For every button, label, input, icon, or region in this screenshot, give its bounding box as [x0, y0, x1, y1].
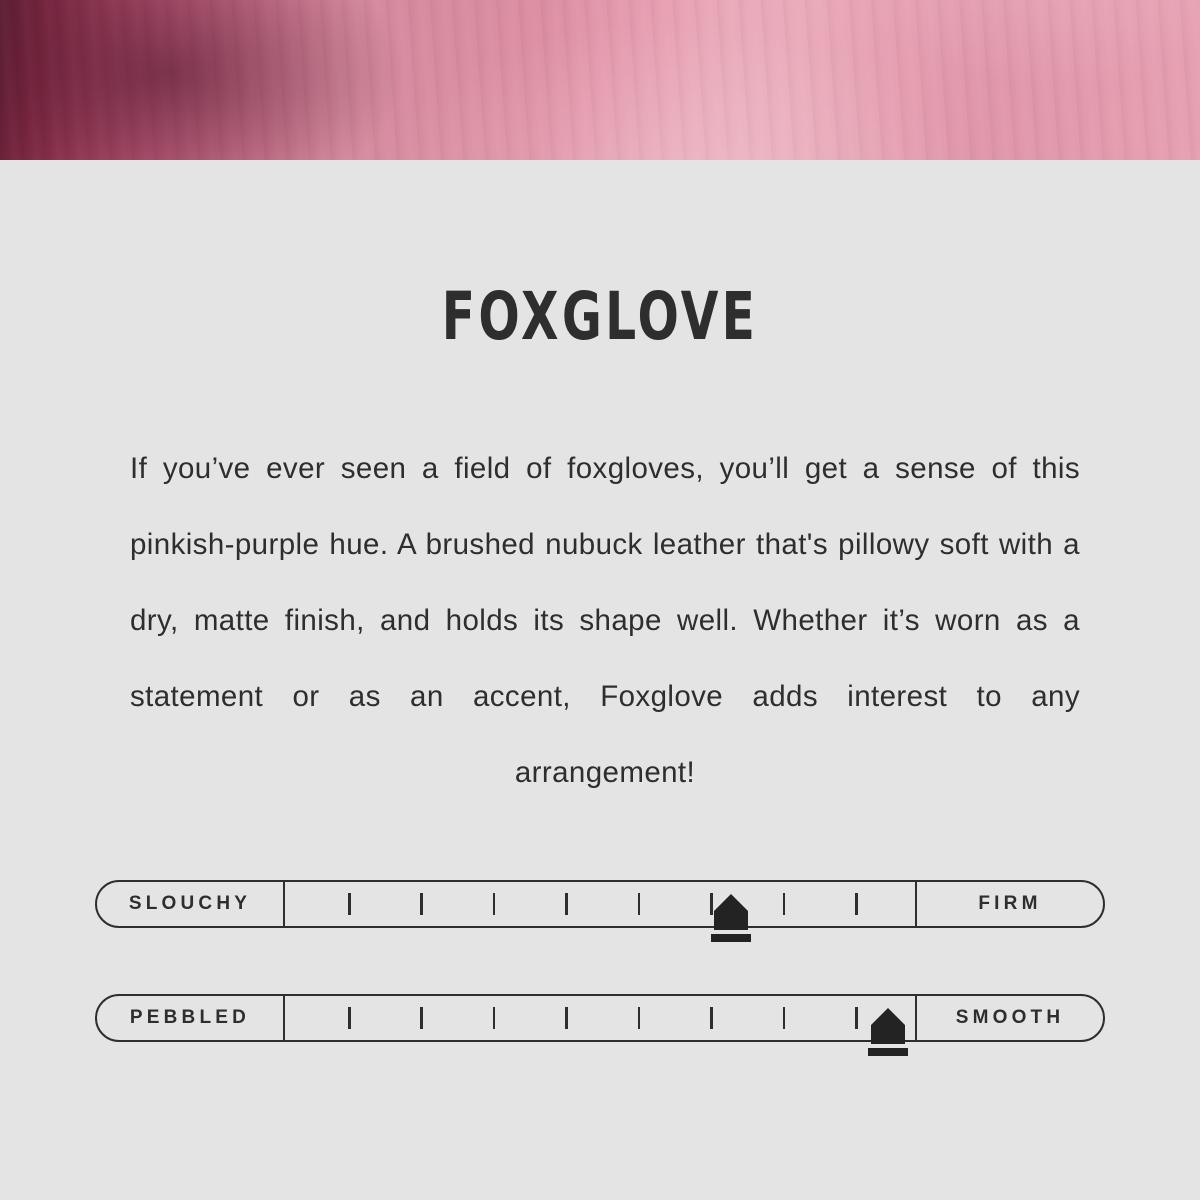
tick-mark — [493, 1007, 496, 1029]
structure-slider-right-label: FIRM — [915, 882, 1103, 926]
tick-mark — [348, 1007, 351, 1029]
tick-mark — [493, 893, 496, 915]
texture-slider-track[interactable] — [95, 994, 1105, 1042]
tick-mark — [420, 893, 423, 915]
structure-slider-left-label: SLOUCHY — [97, 882, 285, 926]
card-content — [0, 278, 1200, 811]
structure-slider-track[interactable] — [95, 880, 1105, 928]
tick-mark — [420, 1007, 423, 1029]
handle-base — [868, 1048, 908, 1056]
description-text: If you’ve ever seen a field of foxgloves, you’ll get a sense of this pinkish-purple hue. A brushed nubuck leather that's pillowy soft with a dry, matte finish, and holds its shape well. Whether it’s worn as a statement or as an accent, Foxglove adds interest to any arrangement! — [130, 452, 1080, 789]
tick-mark — [710, 1007, 713, 1029]
tick-mark — [638, 893, 641, 915]
structure-slider[interactable] — [95, 880, 1105, 938]
texture-slider-left-label: PEBBLED — [97, 996, 285, 1040]
tick-mark — [710, 893, 713, 915]
tick-mark — [855, 1007, 858, 1029]
tick-mark — [638, 1007, 641, 1029]
tick-mark — [565, 1007, 568, 1029]
texture-slider-ticks — [285, 996, 915, 1040]
page-title: FOXGLOVE — [441, 278, 759, 355]
tick-mark — [783, 1007, 786, 1029]
attribute-sliders — [0, 880, 1200, 1108]
swatch-shadow-overlay — [0, 0, 1200, 160]
tick-mark — [348, 893, 351, 915]
handle-base — [711, 934, 751, 942]
structure-slider-ticks — [285, 882, 915, 926]
tick-mark — [855, 893, 858, 915]
texture-slider-right-label: SMOOTH — [915, 996, 1103, 1040]
leather-swatch-band — [0, 0, 1200, 160]
tick-mark — [565, 893, 568, 915]
texture-slider[interactable] — [95, 994, 1105, 1052]
tick-mark — [783, 893, 786, 915]
